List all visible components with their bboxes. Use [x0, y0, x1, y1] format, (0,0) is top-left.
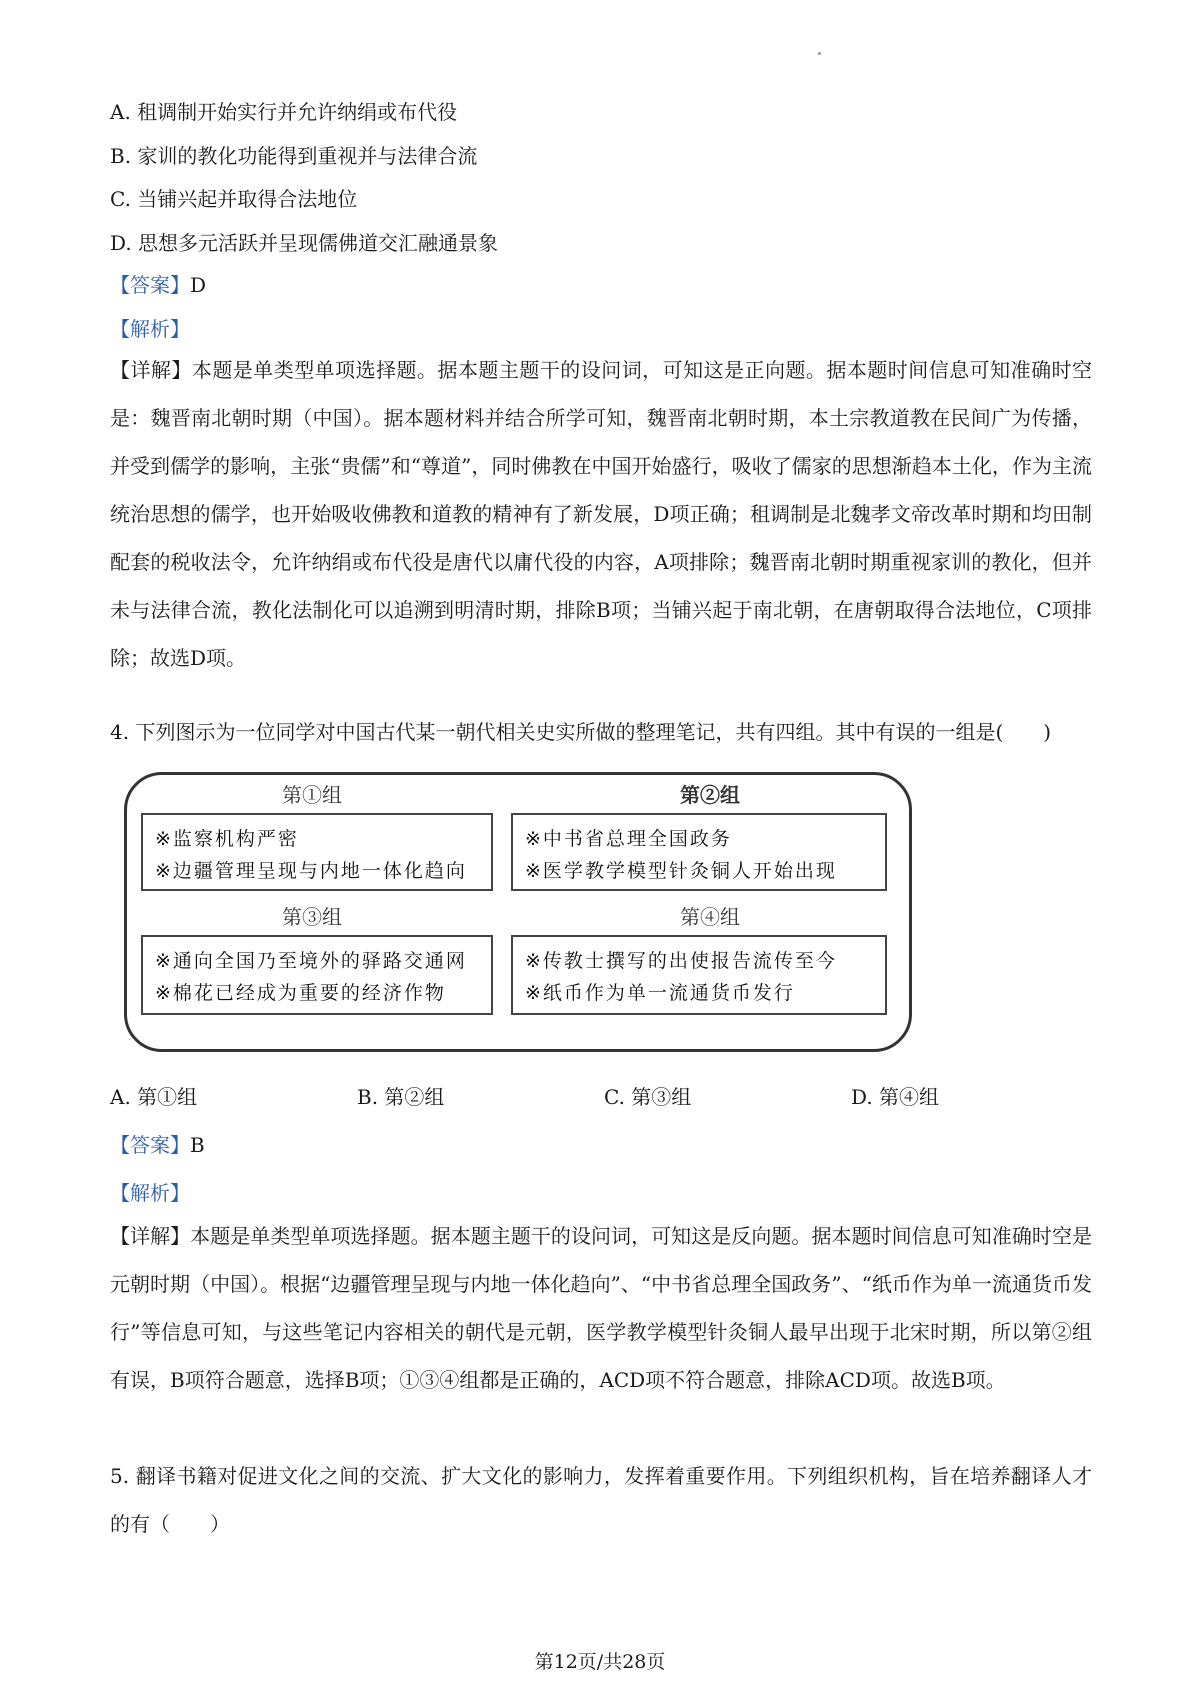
group-2-item-1: ※中书省总理全国政务 — [525, 828, 732, 850]
group-2-box — [511, 813, 887, 891]
q4-option-a: A. 第①组 — [110, 1085, 198, 1109]
group-1-title: 第①组 — [282, 783, 342, 807]
q3-option-a: A. 租调制开始实行并允许纳绢或布代役 — [110, 100, 458, 124]
q3-detail — [110, 346, 1092, 682]
q3-option-c: C. 当铺兴起并取得合法地位 — [110, 187, 358, 211]
group-2-item-2: ※医学教学模型针灸铜人开始出现 — [525, 860, 837, 882]
q5-stem: 5. 翻译书籍对促进文化之间的交流、扩大文化的影响力，发挥着重要作用。下列组织机构，旨在培养翻译人才的有（ ） — [110, 1464, 1092, 1536]
q3-option-b: B. 家训的教化功能得到重视并与法律合流 — [110, 144, 478, 168]
group-3-title: 第③组 — [282, 905, 342, 929]
analysis-label: 【解析】 — [110, 317, 190, 341]
group-1-box — [141, 813, 493, 891]
answer-value: D — [190, 273, 207, 297]
detail-text: 本题是单类型单项选择题。据本题主题干的设问词，可知这是反向题。据本题时间信息可知准确时空是元朝时期（中国）。根据“边疆管理呈现与内地一体化趋向”、“中书省总理全国政务”、“纸币作为单一流通货币发行”等信息可知，与这些笔记内容相关的朝代是元朝，医学教学模型针灸铜人最早出现于北宋时期，所以第②组有误，B项符合题意，选择B项；①③④组都是正确的，ACD项不符合题意，排除ACD项。故选B项。 — [110, 1224, 1093, 1392]
group-2-title: 第②组 — [680, 783, 740, 807]
group-4-title: 第④组 — [680, 905, 740, 929]
answer-value: B — [190, 1133, 205, 1157]
group-4-item-1: ※传教士撰写的出使报告流传至今 — [525, 950, 837, 972]
q4-option-d: D. 第④组 — [851, 1085, 940, 1109]
scan-dot — [818, 52, 821, 55]
q4-detail — [110, 1212, 1092, 1404]
group-4-box — [511, 935, 887, 1015]
q3-option-d: D. 思想多元活跃并呈现儒佛道交汇融通景象 — [110, 231, 499, 255]
q4-analysis — [110, 1178, 1090, 1208]
answer-label: 【答案】 — [110, 273, 190, 297]
q3-answer — [110, 270, 1090, 300]
group-4-item-2: ※纸币作为单一流通货币发行 — [525, 982, 795, 1004]
group-3-box — [141, 935, 493, 1015]
q4-option-b: B. 第②组 — [357, 1085, 445, 1109]
answer-label: 【答案】 — [110, 1133, 190, 1157]
detail-text: 本题是单类型单项选择题。据本题主题干的设问词，可知这是正向题。据本题时间信息可知准确时空是：魏晋南北朝时期（中国）。据本题材料并结合所学可知，魏晋南北朝时期，本土宗教道教在民间广为传播，并受到儒学的影响，主张“贵儒”和“尊道”，同时佛教在中国开始盛行，吸收了儒家的思想渐趋本土化，作为主流统治思想的儒学，也开始吸收佛教和道教的精神有了新发展，D项正确；租调制是北魏孝文帝改革时期和均田制配套的税收法令，允许纳绢或布代役是唐代以庸代役的内容，A项排除；魏晋南北朝时期重视家训的教化，但并未与法律合流，教化法制化可以追溯到明清时期，排除B项；当铺兴起于南北朝，在唐朝取得合法地位，C项排除；故选D项。 — [110, 358, 1093, 670]
group-1-item-2: ※边疆管理呈现与内地一体化趋向 — [155, 860, 467, 882]
q4-option-c: C. 第③组 — [604, 1085, 692, 1109]
group-3-item-1: ※通向全国乃至境外的驿路交通网 — [155, 950, 467, 972]
group-3-item-2: ※棉花已经成为重要的经济作物 — [155, 982, 446, 1004]
detail-label: 【详解】 — [110, 358, 192, 382]
page-footer: 第12页/共28页 — [534, 1651, 666, 1673]
q3-analysis — [110, 314, 1090, 344]
q4-answer — [110, 1130, 1090, 1160]
group-1-item-1: ※监察机构严密 — [155, 828, 299, 850]
q4-stem: 4. 下列图示为一位同学对中国古代某一朝代相关史实所做的整理笔记，共有四组。其中有误的一组是( ) — [110, 720, 1052, 744]
analysis-label: 【解析】 — [110, 1181, 190, 1205]
detail-label: 【详解】 — [110, 1224, 191, 1248]
notes-figure — [124, 772, 912, 1052]
